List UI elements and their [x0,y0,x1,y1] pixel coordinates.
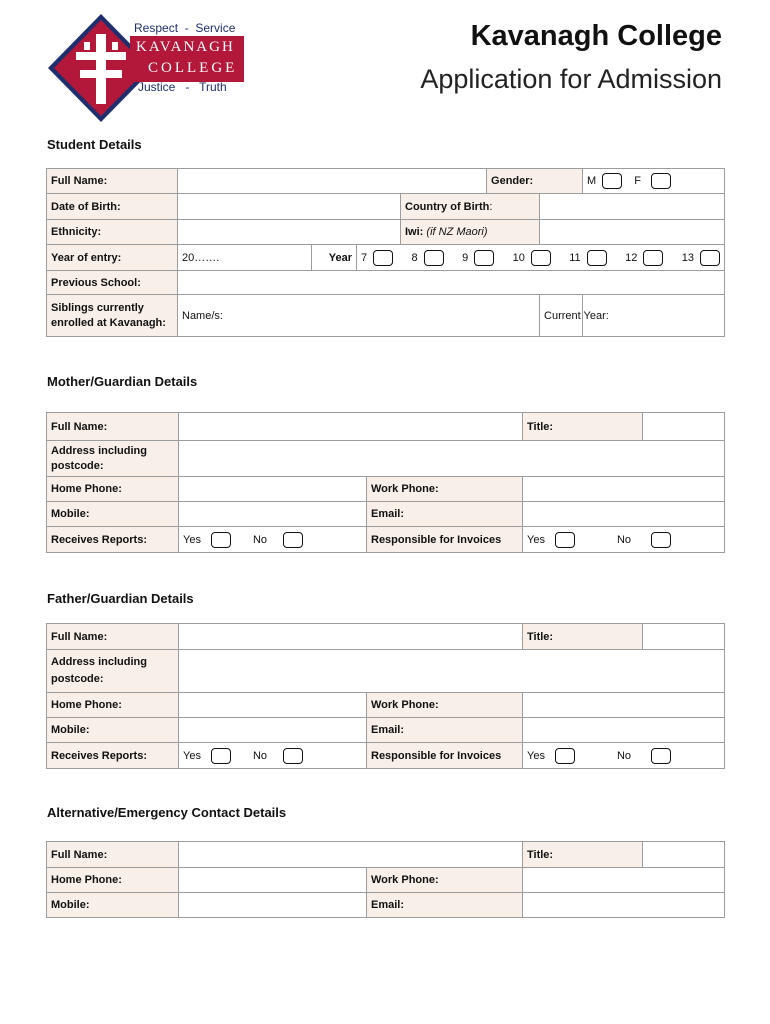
year-10-checkbox[interactable] [531,250,551,266]
gender-f-checkbox[interactable] [651,173,671,189]
father-work-phone-input[interactable] [523,693,725,718]
mother-work-phone-input[interactable] [523,477,725,502]
year-9-checkbox[interactable] [474,250,494,266]
student-full-name-label: Full Name: [47,169,178,194]
father-reports-no-checkbox[interactable] [283,748,303,764]
year-11-checkbox[interactable] [587,250,607,266]
father-responsible-label: Responsible for Invoices [367,743,523,769]
current-year-cell [540,295,609,337]
father-invoices-no-checkbox[interactable] [651,748,671,764]
iwi-input[interactable] [540,220,725,245]
ethnicity-input[interactable] [178,220,401,245]
year-label: Year [312,245,357,271]
emergency-email-label: Email: [367,893,523,918]
year-11-label: 11 [569,251,581,264]
student-full-name-input[interactable] [178,169,487,194]
logo-motto-bottom: Justice - Truth [138,80,227,94]
gender-f-label: F [634,175,641,187]
year-8-checkbox[interactable] [424,250,444,266]
student-dob-input[interactable] [178,194,401,220]
iwi-label: Iwi: [405,226,424,238]
father-mobile-label: Mobile: [47,718,179,743]
father-address-label: Address including postcode: [47,650,179,693]
emergency-work-phone-label: Work Phone: [367,868,523,893]
father-receives-reports-label: Receives Reports: [47,743,179,769]
emergency-title-input[interactable] [643,842,725,868]
year-12-checkbox[interactable] [643,250,663,266]
year-13-checkbox[interactable] [700,250,720,266]
year-7-checkbox[interactable] [373,250,393,266]
father-section-heading: Father/Guardian Details [47,591,194,606]
year-13-label: 13 [681,251,694,264]
page-subtitle: Application for Admission [420,64,722,94]
emergency-section-heading: Alternative/Emergency Contact Details [47,805,287,820]
mother-email-label: Email: [367,502,523,527]
country-of-birth-label: Country of Birth [405,200,490,213]
student-dob-label: Date of Birth: [47,194,178,220]
previous-school-input[interactable] [178,271,725,295]
iwi-note: (if NZ Maori) [426,226,488,238]
mother-title-input[interactable] [643,413,725,441]
mother-title-label: Title: [523,413,643,441]
page-title: Kavanagh College [470,20,722,52]
gender-m-label: M [587,175,597,187]
emergency-full-name-input[interactable] [179,842,523,868]
mother-reports-yes-checkbox[interactable] [211,532,231,548]
mother-full-name-label: Full Name: [47,413,179,441]
siblings-label: Siblings currently enrolled at Kavanagh: [47,295,178,337]
emergency-full-name-label: Full Name: [47,842,179,868]
father-reports-yes-label: Yes [183,749,201,762]
mother-reports-yes-label: Yes [183,533,201,546]
mother-invoices-no-checkbox[interactable] [651,532,671,548]
year-7-label: 7 [361,251,368,264]
year-10-label: 10 [512,251,525,264]
country-colon: : [489,200,493,213]
logo-name-1: KAVANAGH [136,39,235,55]
year-8-label: 8 [411,251,418,264]
mother-details-table [46,412,725,553]
year-9-label: 9 [462,251,469,264]
emergency-details-table [46,841,725,918]
emergency-home-phone-input[interactable] [179,868,367,893]
college-logo [46,12,246,124]
mother-invoices-yes-label: Yes [527,533,545,546]
logo-motto-top: Respect - Service [134,21,236,35]
emergency-title-label: Title: [523,842,643,868]
year-of-entry-label: Year of entry: [47,245,178,271]
emergency-email-input[interactable] [523,893,725,918]
student-details-table [46,168,725,337]
mother-section-heading: Mother/Guardian Details [47,374,198,389]
father-invoices-yes-label: Yes [527,749,545,762]
student-section-heading: Student Details [47,137,142,152]
father-address-input[interactable] [179,650,725,693]
mother-full-name-input[interactable] [179,413,523,441]
father-title-label: Title: [523,624,643,650]
emergency-home-phone-label: Home Phone: [47,868,179,893]
father-full-name-input[interactable] [179,624,523,650]
mother-email-input[interactable] [523,502,725,527]
country-of-birth-input[interactable] [540,194,725,220]
year-of-entry-value[interactable]: 20……. [178,245,312,271]
previous-school-label: Previous School: [47,271,178,295]
mother-address-label: Address including postcode: [47,441,179,477]
logo-name-2: COLLEGE [148,60,238,76]
mother-reports-no-checkbox[interactable] [283,532,303,548]
mother-home-phone-input[interactable] [179,477,367,502]
mother-mobile-input[interactable] [179,502,367,527]
emergency-mobile-label: Mobile: [47,893,179,918]
year-12-label: 12 [625,251,638,264]
father-invoices-no-label: No [616,749,632,762]
father-email-input[interactable] [523,718,725,743]
father-reports-no-label: No [252,749,268,762]
father-email-label: Email: [367,718,523,743]
father-mobile-input[interactable] [179,718,367,743]
father-title-input[interactable] [643,624,725,650]
gender-m-checkbox[interactable] [602,173,622,189]
current-year-label: Current Year: [544,309,609,322]
emergency-work-phone-input[interactable] [523,868,725,893]
mother-home-phone-label: Home Phone: [47,477,179,502]
father-details-table [46,623,725,769]
father-invoices-yes-checkbox[interactable] [555,748,575,764]
father-reports-yes-checkbox[interactable] [211,748,231,764]
mother-address-input[interactable] [179,441,725,477]
sibling-names-label: Name/s: [182,309,223,322]
ethnicity-label: Ethnicity: [47,220,178,245]
student-gender-label: Gender: [487,169,583,194]
father-home-phone-label: Home Phone: [47,693,179,718]
mother-receives-reports-label: Receives Reports: [47,527,179,553]
mother-reports-no-label: No [252,533,268,546]
mother-invoices-no-label: No [616,533,632,546]
father-full-name-label: Full Name: [47,624,179,650]
father-work-phone-label: Work Phone: [367,693,523,718]
emergency-mobile-input[interactable] [179,893,367,918]
sibling-names-input[interactable] [178,295,540,337]
mother-invoices-yes-checkbox[interactable] [555,532,575,548]
mother-responsible-label: Responsible for Invoices [367,527,523,553]
mother-mobile-label: Mobile: [47,502,179,527]
father-home-phone-input[interactable] [179,693,367,718]
mother-work-phone-label: Work Phone: [367,477,523,502]
